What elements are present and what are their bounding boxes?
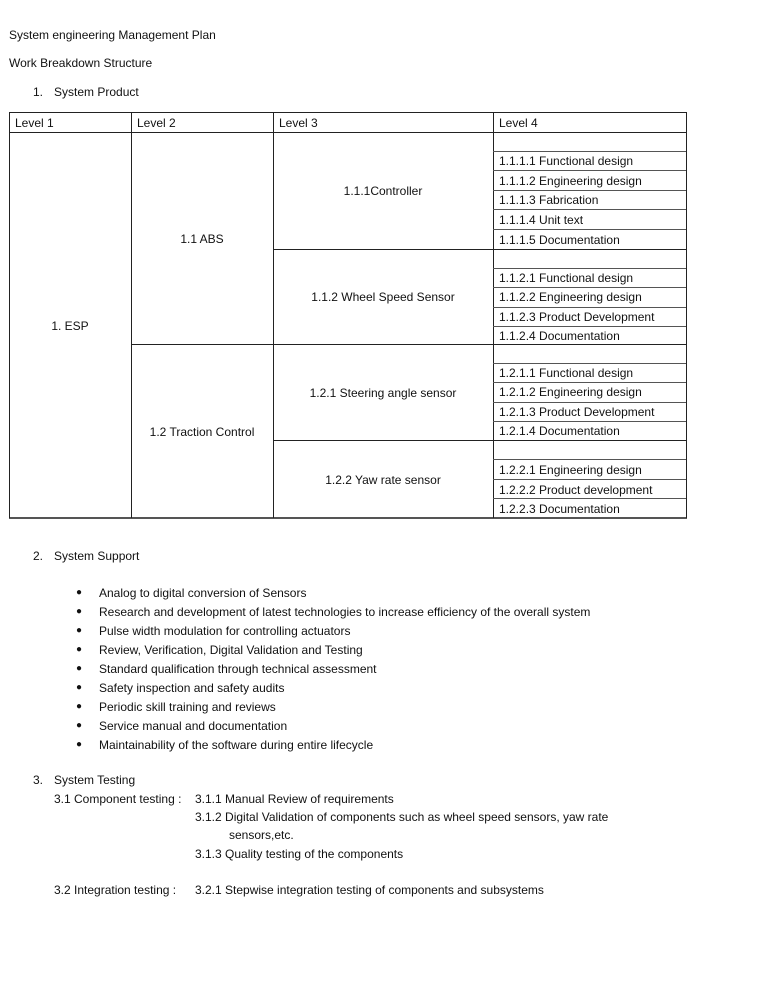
list-item: Review, Verification, Digital Validation and Testing bbox=[99, 643, 363, 657]
document-title: System engineering Management Plan bbox=[9, 28, 216, 42]
section2-title: System Support bbox=[54, 549, 140, 563]
level4-item: 1.1.1.3 Fabrication bbox=[499, 193, 599, 207]
level4-item: 1.1.2.2 Engineering design bbox=[499, 290, 642, 304]
level2-abs: 1.1 ABS bbox=[180, 232, 224, 246]
level1-esp: 1. ESP bbox=[51, 319, 89, 333]
bullet-icon: ● bbox=[76, 720, 83, 731]
bullet-icon: ● bbox=[76, 625, 83, 636]
level4-item: 1.2.1.2 Engineering design bbox=[499, 385, 642, 399]
level4-item: 1.1.2.4 Documentation bbox=[499, 329, 620, 343]
header-level-1: Level 1 bbox=[15, 116, 54, 130]
level4-item: 1.1.2.1 Functional design bbox=[499, 271, 634, 285]
bullet-icon: ● bbox=[76, 701, 83, 712]
section1-number: 1. bbox=[33, 85, 44, 99]
integration-testing-item: 3.2.1 Stepwise integration testing of components and subsystems bbox=[195, 883, 544, 897]
bullet-icon: ● bbox=[76, 663, 83, 674]
level4-item: 1.2.2.3 Documentation bbox=[499, 502, 620, 516]
list-item: Service manual and documentation bbox=[99, 719, 288, 733]
level4-item: 1.2.1.1 Functional design bbox=[499, 366, 634, 380]
section2-number: 2. bbox=[33, 549, 44, 563]
level3-steering-angle-sensor: 1.2.1 Steering angle sensor bbox=[309, 386, 457, 400]
section3-title: System Testing bbox=[54, 773, 136, 787]
component-testing-item: 3.1.1 Manual Review of requirements bbox=[195, 792, 394, 806]
level3-controller: 1.1.1Controller bbox=[343, 184, 423, 198]
level4-item: 1.2.2.1 Engineering design bbox=[499, 463, 642, 477]
bullet-icon: ● bbox=[76, 644, 83, 655]
level4-item: 1.1.2.3 Product Development bbox=[499, 310, 655, 324]
level4-item: 1.2.1.3 Product Development bbox=[499, 405, 655, 419]
list-item: Periodic skill training and reviews bbox=[99, 700, 276, 714]
bullet-icon: ● bbox=[76, 587, 83, 598]
list-item: Analog to digital conversion of Sensors bbox=[99, 586, 307, 600]
header-level-3: Level 3 bbox=[279, 116, 318, 130]
level4-item: 1.1.1.2 Engineering design bbox=[499, 174, 642, 188]
document-subtitle: Work Breakdown Structure bbox=[9, 56, 153, 70]
list-item: Maintainability of the software during entire lifecycle bbox=[99, 738, 374, 752]
level4-item: 1.1.1.4 Unit text bbox=[499, 213, 584, 227]
bullet-icon: ● bbox=[76, 606, 83, 617]
level2-traction-control: 1.2 Traction Control bbox=[149, 425, 255, 439]
component-testing-label: 3.1 Component testing : bbox=[54, 792, 182, 806]
level4-item: 1.2.1.4 Documentation bbox=[499, 424, 620, 438]
component-testing-item-continuation: sensors,etc. bbox=[229, 828, 294, 842]
level4-item: 1.2.2.2 Product development bbox=[499, 483, 653, 497]
list-item: Research and development of latest technologies to increase efficiency of the overall system bbox=[99, 605, 591, 619]
level4-item: 1.1.1.5 Documentation bbox=[499, 233, 620, 247]
section1-title: System Product bbox=[54, 85, 139, 99]
bullet-icon: ● bbox=[76, 739, 83, 750]
section3-number: 3. bbox=[33, 773, 44, 787]
header-level-2: Level 2 bbox=[137, 116, 176, 130]
list-item: Safety inspection and safety audits bbox=[99, 681, 285, 695]
header-level-4: Level 4 bbox=[499, 116, 538, 130]
integration-testing-label: 3.2 Integration testing : bbox=[54, 883, 177, 897]
level4-item: 1.1.1.1 Functional design bbox=[499, 154, 634, 168]
bullet-icon: ● bbox=[76, 682, 83, 693]
component-testing-item: 3.1.2 Digital Validation of components such as wheel speed sensors, yaw rate bbox=[195, 810, 609, 824]
level3-wheel-speed-sensor: 1.1.2 Wheel Speed Sensor bbox=[311, 290, 455, 304]
list-item: Standard qualification through technical assessment bbox=[99, 662, 377, 676]
level3-yaw-rate-sensor: 1.2.2 Yaw rate sensor bbox=[325, 473, 441, 487]
list-item: Pulse width modulation for controlling actuators bbox=[99, 624, 351, 638]
component-testing-item: 3.1.3 Quality testing of the components bbox=[195, 847, 404, 861]
